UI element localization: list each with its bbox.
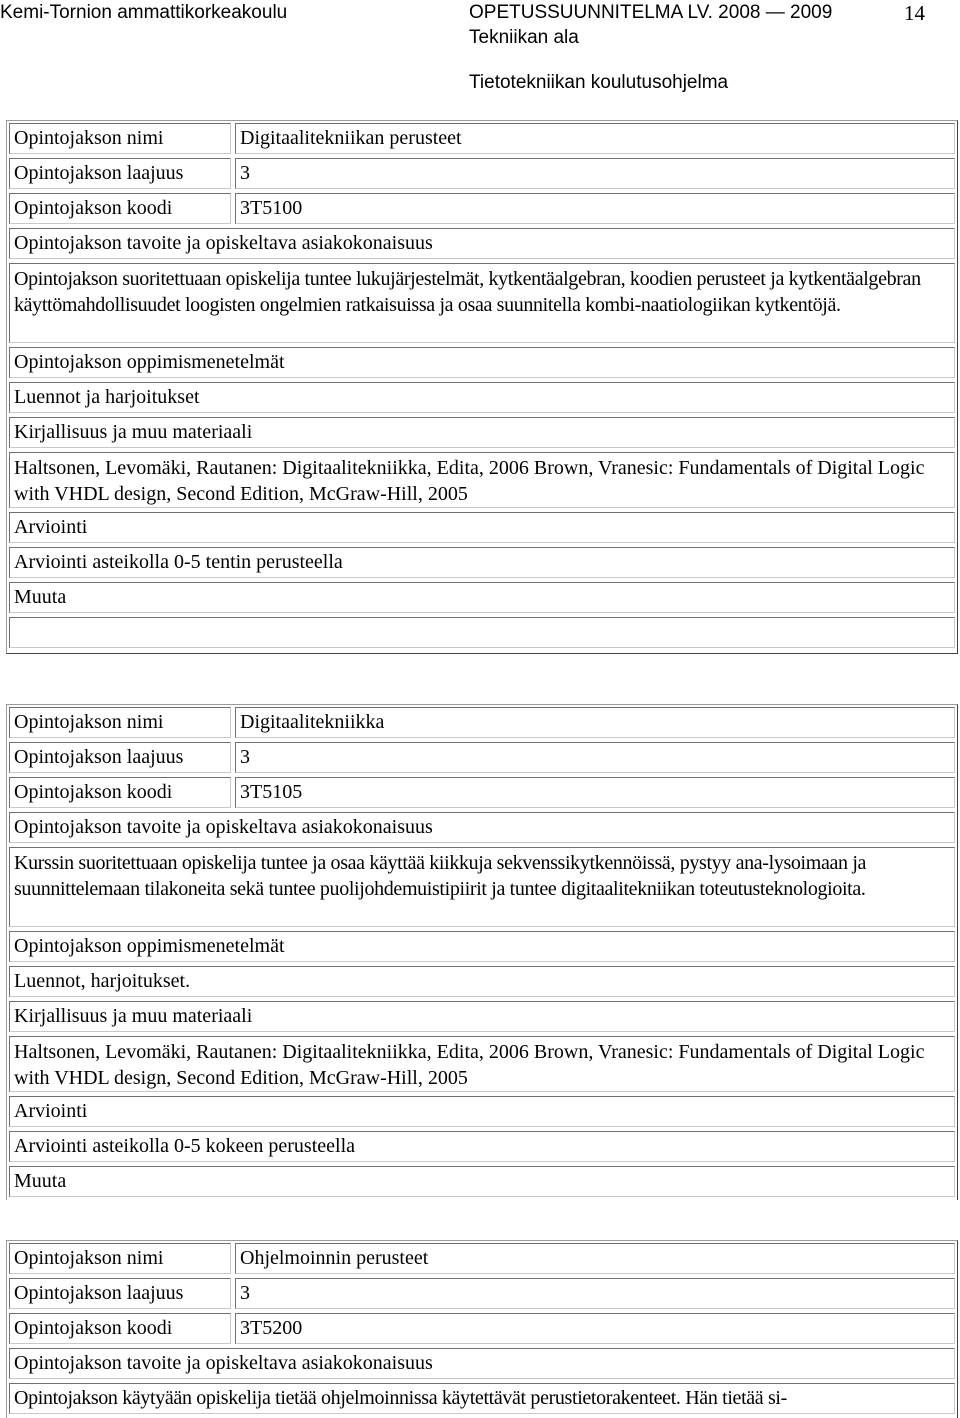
- course-code-row: [9, 193, 955, 224]
- course-code-value: 3T5100: [235, 193, 955, 224]
- course-card: [6, 704, 958, 1200]
- course-code-label: Opintojakson koodi: [9, 193, 231, 224]
- course-name-row: [9, 1243, 955, 1274]
- course-card: [6, 1240, 958, 1418]
- course-assessment-label: Arviointi: [9, 512, 955, 543]
- course-code-value: 3T5105: [235, 777, 955, 808]
- course-literature-label: Kirjallisuus ja muu materiaali: [9, 1001, 955, 1032]
- course-code-row: [9, 777, 955, 808]
- course-goal-label: Opintojakson tavoite ja opiskeltava asiakokonaisuus: [9, 1348, 955, 1379]
- course-name-label: Opintojakson nimi: [9, 123, 231, 154]
- course-credits-row: [9, 158, 955, 189]
- course-name-row: [9, 707, 955, 738]
- course-credits-label: Opintojakson laajuus: [9, 742, 231, 773]
- course-other-label: Muuta: [9, 1166, 955, 1197]
- course-credits-value: 3: [235, 742, 955, 773]
- course-name-label: Opintojakson nimi: [9, 707, 231, 738]
- course-code-label: Opintojakson koodi: [9, 1313, 231, 1344]
- program-name: Tietotekniikan koulutusohjelma: [469, 72, 729, 93]
- course-literature-text: Haltsonen, Levomäki, Rautanen: Digitaalitekniikka, Edita, 2006 Brown, Vranesic: Fundamentals of Digital Logic with VHDL design, Second Edition, McGraw-Hill, 2005: [9, 1036, 955, 1092]
- course-code-label: Opintojakson koodi: [9, 777, 231, 808]
- course-credits-value: 3: [235, 158, 955, 189]
- course-literature-text: Haltsonen, Levomäki, Rautanen: Digitaalitekniikka, Edita, 2006 Brown, Vranesic: Fundamentals of Digital Logic with VHDL design, Second Edition, McGraw-Hill, 2005: [9, 452, 955, 508]
- course-assessment-value: Arviointi asteikolla 0-5 tentin perusteella: [9, 547, 955, 578]
- course-assessment-label: Arviointi: [9, 1096, 955, 1127]
- course-name-label: Opintojakson nimi: [9, 1243, 231, 1274]
- institution-name: Kemi-Tornion ammattikorkeakoulu: [0, 2, 288, 23]
- course-literature-label: Kirjallisuus ja muu materiaali: [9, 417, 955, 448]
- course-credits-row: [9, 742, 955, 773]
- course-goal-text: Opintojakson käytyään opiskelija tietää ohjelmoinnissa käytettävät perustietorakenteet. Hän tietää si-: [9, 1383, 955, 1414]
- course-credits-label: Opintojakson laajuus: [9, 1278, 231, 1309]
- course-goal-text: Kurssin suoritettuaan opiskelija tuntee ja osaa käyttää kiikkuja sekvenssikytkennöissä, pystyy ana-lysoimaan ja suunnittelemaan tilakoneita sekä tuntee puolijohdemuistipiirit ja tuntee digitaalitekniikan toteutusteknologioita.: [9, 847, 955, 927]
- course-assessment-value: Arviointi asteikolla 0-5 kokeen perusteella: [9, 1131, 955, 1162]
- course-card: [6, 120, 958, 654]
- course-code-row: [9, 1313, 955, 1344]
- course-methods-value: Luennot, harjoitukset.: [9, 966, 955, 997]
- course-credits-row: [9, 1278, 955, 1309]
- page-number: 14: [904, 1, 925, 25]
- course-credits-label: Opintojakson laajuus: [9, 158, 231, 189]
- course-name-value: Ohjelmoinnin perusteet: [235, 1243, 955, 1274]
- course-goal-label: Opintojakson tavoite ja opiskeltava asiakokonaisuus: [9, 228, 955, 259]
- course-other-label: Muuta: [9, 582, 955, 613]
- course-goal-label: Opintojakson tavoite ja opiskeltava asiakokonaisuus: [9, 812, 955, 843]
- course-name-value: Digitaalitekniikan perusteet: [235, 123, 955, 154]
- plan-title: OPETUSSUUNNITELMA LV. 2008 — 2009: [469, 2, 833, 23]
- course-methods-label: Opintojakson oppimismenetelmät: [9, 347, 955, 378]
- course-name-value: Digitaalitekniikka: [235, 707, 955, 738]
- course-goal-text: Opintojakson suoritettuaan opiskelija tuntee lukujärjestelmät, kytkentäalgebran, koodien perusteet ja kytkentäalgebran käyttömahdollisuudet loogisten ongelmien ratkaisuissa ja osaa suunnitella kombi-naatiologiikan kytkentöjä.: [9, 263, 955, 343]
- course-name-row: [9, 123, 955, 154]
- course-code-value: 3T5200: [235, 1313, 955, 1344]
- course-other-value: [9, 617, 955, 648]
- course-credits-value: 3: [235, 1278, 955, 1309]
- course-methods-label: Opintojakson oppimismenetelmät: [9, 931, 955, 962]
- course-methods-value: Luennot ja harjoitukset: [9, 382, 955, 413]
- field-name: Tekniikan ala: [469, 27, 579, 48]
